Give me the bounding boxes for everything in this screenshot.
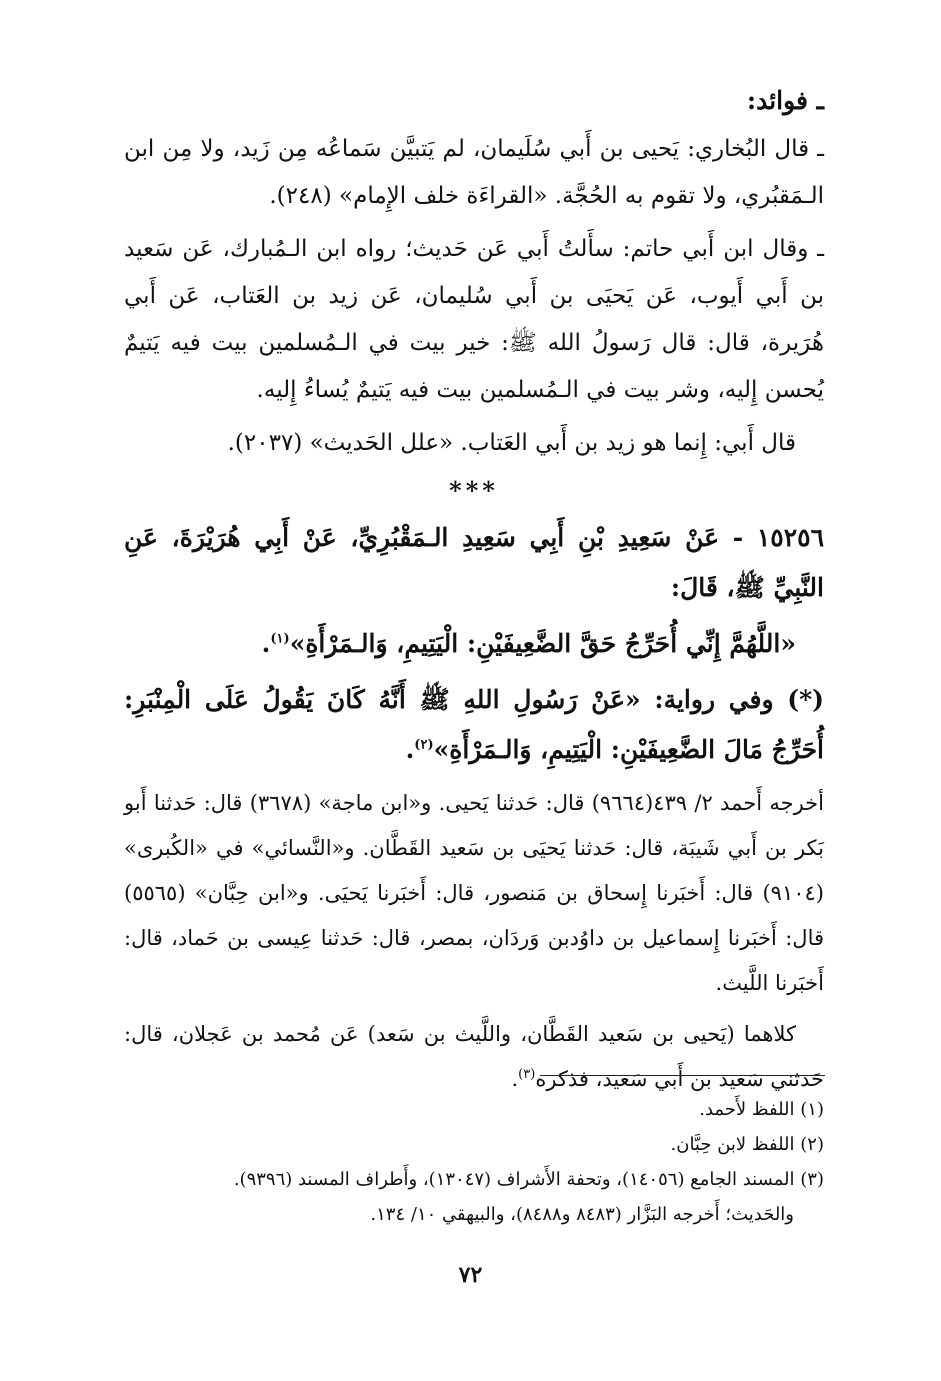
footnote-ref-2[interactable]: (٢) — [414, 737, 434, 753]
hadith-matn-text: «اللَّهُمَّ إِنِّي أُحَرِّجُ حَقَّ الضَّعِيفَيْنِ: الْيَتِيمِ، وَالـمَرْأَةِ» — [289, 629, 796, 658]
hadith-isnad — [124, 513, 824, 613]
takhrij-paragraph: أخرجه أَحمد ٢/ ٤٣٩(٩٦٦٤) قال: حَدثنا يَحيى. و«ابن ماجة» (٣٦٧٨) قال: حَدثنا أَبو بَكر بن أَبي شَيبَة، قال: حَدثنا يَحيَى بن سَعيد القَطَّان. و«النَّسائي» في «الكُبرى» (٩١٠٤) قال: أَخبَرنا إِسحاق بن مَنصور، قال: أَخبَرنا يَحيَى. و«ابن حِبَّان» (٥٥٦٥) قال: أَخبَرنا إِسماعيل بن داوُدبن وَردَان، بمصر، قال: حَدثنا عِيسى بن حَماد، قال: أَخبَرنا اللَّيث. — [124, 791, 824, 995]
hadith-matn: «اللَّهُمَّ إِنِّي أُحَرِّجُ حَقَّ الضَّعِيفَيْنِ: الْيَتِيمِ، وَالـمَرْأَةِ»$^{(١)}$. — [261, 629, 796, 658]
benefit-ibn-abi-hatim: ـ وقال ابن أَبي حاتم: سأَلتُ أَبي عَن حَديث؛ رواه ابن الـمُبارك، عَن سَعيد بن أَبي أَيوب، عَن يَحيَى بن أَبي سُليمان، عَن زيد بن العَتاب، عَن أَبي هُرَيرة، قال: قال رَسولُ الله ﷺ: خير بيت في الـمُسلمين بيت فيه يَتيمٌ يُحسن إِليه، وشر بيت في الـمُسلمين بيت فيه يَتيمٌ يُساءُ إِليه. — [124, 236, 824, 403]
footnote-3: (٣) المسند الجامع (١٤٠٥٦)، وتحفة الأَشراف (١٣٠٤٧)، وأَطراف المسند (٩٣٩٦). — [233, 1169, 824, 1190]
footnote-ref-3[interactable]: (٣) — [518, 1067, 536, 1082]
benefit-abi-answer: قال أَبي: إِنما هو زيد بن أَبي العَتاب. «علل الحَديث» (٢٠٣٧). — [227, 430, 796, 456]
page-body — [124, 80, 824, 1108]
footnote-2: (٢) اللفظ لابن حِبَّان. — [670, 1134, 824, 1155]
section-heading: ـ فوائد: — [746, 86, 824, 115]
kilahuma-paragraph — [124, 1012, 824, 1102]
riwaya-text: (*) وفي رواية: «عَنْ رَسُولِ اللهِ ﷺ أَنَّهُ كَانَ يَقُولُ عَلَى الْمِنْبَرِ: أُحَرِّجُ مَالَ الضَّعِيفَيْنِ: الْيَتِيمِ، وَالـمَرْأَةِ» — [124, 685, 824, 764]
section-separator: *** — [449, 476, 499, 505]
hadith-number: ١٥٢٥٦ — [756, 523, 824, 552]
footnotes — [124, 1092, 824, 1232]
footnote-divider — [540, 1075, 825, 1076]
kilahuma-end: . — [511, 1067, 519, 1091]
footnote-3-continuation: والحَديث؛ أَخرجه البَزَّار (٨٤٨٣ و٨٤٨٨)، والبيهقي ١٠/ ١٣٤. — [370, 1204, 794, 1225]
page-number: ٧٢ — [458, 1262, 483, 1288]
benefit-bukhari: ـ قال البُخاري: يَحيى بن أَبي سُلَيمان، لم يَتبيَّن سَماعُه مِن زَيد، ولا مِن ابن الـمَقبُري، ولا تقوم به الحُجَّة. «القراءَة خلف الإِمام» (٢٤٨). — [124, 136, 824, 209]
hadith-riwaya: (*) وفي رواية: «عَنْ رَسُولِ اللهِ ﷺ أَنَّهُ كَانَ يَقُولُ عَلَى الْمِنْبَرِ: أُحَرِّجُ مَالَ الضَّعِيفَيْنِ: الْيَتِيمِ، وَالـمَرْأَةِ»$^{(٢)}$. — [124, 685, 824, 764]
footnote-1: (١) اللفظ لأَحمد. — [699, 1099, 824, 1120]
kilahuma-text: كلاهما (يَحيى بن سَعيد القَطَّان، واللَّيث بن سَعد) عَن مُحمد بن عَجلان، قال: حَدثني سَعيد بن أَبي سَعيد، فذكره — [124, 1022, 824, 1091]
hadith-text: - عَنْ سَعِيدِ بْنِ أَبِي سَعِيدِ الـمَقْبُرِيِّ، عَنْ أَبِي هُرَيْرَةَ، عَنِ النَّبِيِّ ﷺ، قَالَ: — [124, 523, 824, 602]
footnote-ref-1[interactable]: (١) — [270, 631, 290, 647]
